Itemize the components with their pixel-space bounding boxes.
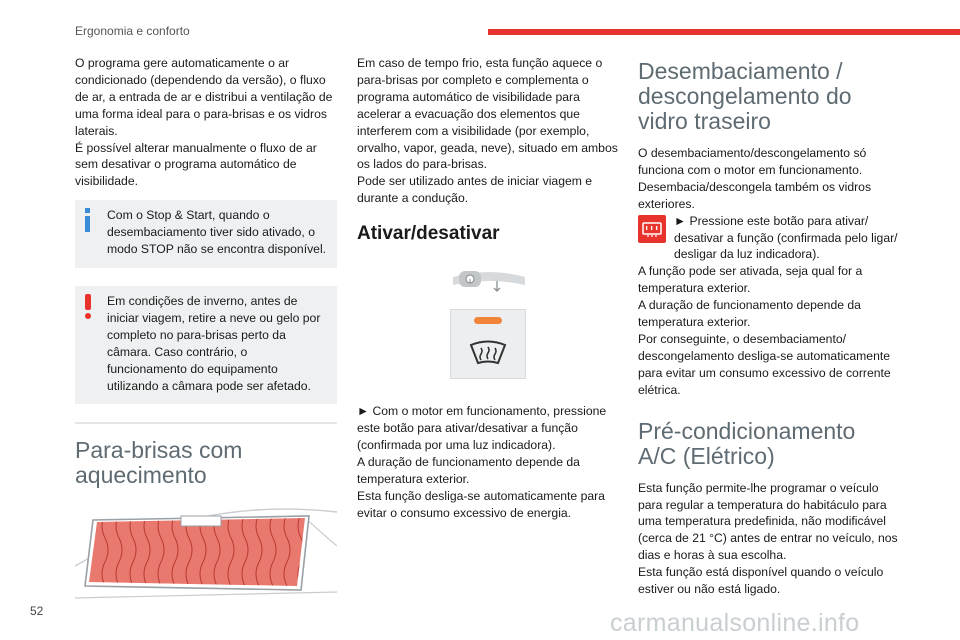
body-paragraph: O desembaciamento/descongelamento só funciona com o motor em funcionamento. Desembacia/descongela também os vidros exteriores. bbox=[638, 146, 872, 211]
activate-deactivate-heading: Ativar/desativar bbox=[357, 223, 500, 245]
body-paragraph: Por conseguinte, o desembaciamento/ descongelamento desliga-se automaticamente para evitar um consumo excessivo de corrente elétrica. bbox=[638, 331, 891, 397]
body-paragraph: A duração de funcionamento depende da temperatura exterior. bbox=[357, 454, 580, 486]
intro-paragraph: Em caso de tempo frio, esta função aquece o para-brisas por completo e complementa o programa automático de visibilidade para acelerar a evacuação dos elementos que interferem com a visibilidade (por exemplo, orvalho, vapor, geada, neve), situado em ambos os lados do para-brisas. bbox=[357, 56, 618, 172]
indicator-light bbox=[474, 317, 502, 324]
page-number: 52 bbox=[30, 604, 44, 618]
heated-windscreen-heading: Para-brisas com aquecimento bbox=[75, 437, 243, 489]
instruction-paragraph: ► Com o motor em funcionamento, pressione este botão para ativar/desativar a função (confirmada por uma luz indicadora). bbox=[357, 404, 607, 452]
body-paragraph: Esta função permite-lhe programar o veículo para regular a temperatura do habitáculo para uma temperatura predefinida, não modificável (cerca de 21 °C) antes de entrar no veículo, nos dias e horas à sua escolha. bbox=[638, 480, 898, 563]
instruction-paragraph: ► Pressione este botão para ativar/ desativar a função (confirmada pelo ligar/ desligar da luz indicadora). bbox=[674, 213, 898, 262]
column-left bbox=[75, 55, 337, 601]
watermark: carmanualsonline.info bbox=[610, 609, 860, 637]
heated-windscreen-illustration bbox=[75, 506, 337, 601]
section-divider bbox=[75, 422, 337, 424]
body-paragraph: A duração de funcionamento depende da temperatura exterior. bbox=[638, 298, 861, 330]
header-accent-bar bbox=[488, 29, 960, 35]
body-paragraph: A função pode ser ativada, seja qual for a temperatura exterior. bbox=[638, 264, 863, 296]
heated-windscreen-icon bbox=[468, 340, 508, 366]
intro-paragraph: Pode ser utilizado antes de iniciar viagem e durante a condução. bbox=[357, 174, 593, 206]
rear-defrost-button[interactable] bbox=[638, 215, 666, 243]
running-header: Ergonomia e conforto bbox=[75, 24, 190, 38]
intro-paragraph: O programa gere automaticamente o ar condicionado (dependendo da versão), o fluxo de ar, a entrada de ar e distribui a ventilação de uma forma ideal para o para-brisas e os vidros laterais. bbox=[75, 56, 333, 138]
body-paragraph: Esta função está disponível quando o veículo estiver ou não está ligado. bbox=[638, 565, 884, 597]
column-right bbox=[638, 55, 900, 598]
column-middle bbox=[357, 55, 619, 522]
heated-windscreen-button[interactable] bbox=[450, 309, 526, 379]
rear-screen-heading: Desembaciamento / descongelamento do vidro traseiro bbox=[638, 58, 852, 134]
windscreen-camera-icon bbox=[449, 267, 529, 297]
intro-paragraph: É possível alterar manualmente o fluxo de ar sem desativar o programa automático de visibilidade. bbox=[75, 140, 317, 189]
info-icon bbox=[83, 208, 93, 232]
warning-icon bbox=[83, 294, 93, 320]
preconditioning-heading: Pré-condicionamento A/C (Elétrico) bbox=[638, 417, 856, 469]
warning-note bbox=[75, 286, 337, 404]
info-note bbox=[75, 200, 337, 268]
info-note-text: Com o Stop & Start, quando o desembaciamento tiver sido ativado, o modo STOP não se encontra disponível. bbox=[107, 208, 327, 257]
rear-defrost-icon bbox=[641, 220, 663, 238]
rear-defrost-instruction bbox=[638, 213, 900, 264]
body-paragraph: Esta função desliga-se automaticamente para evitar o consumo excessivo de energia. bbox=[357, 488, 605, 520]
warning-note-text: Em condições de inverno, antes de iniciar viagem, retire a neve ou gelo por completo no para-brisas perto da câmara. Caso contrário, o funcionamento do equipamento utilizando a câmara pode ser afetado. bbox=[107, 293, 321, 393]
